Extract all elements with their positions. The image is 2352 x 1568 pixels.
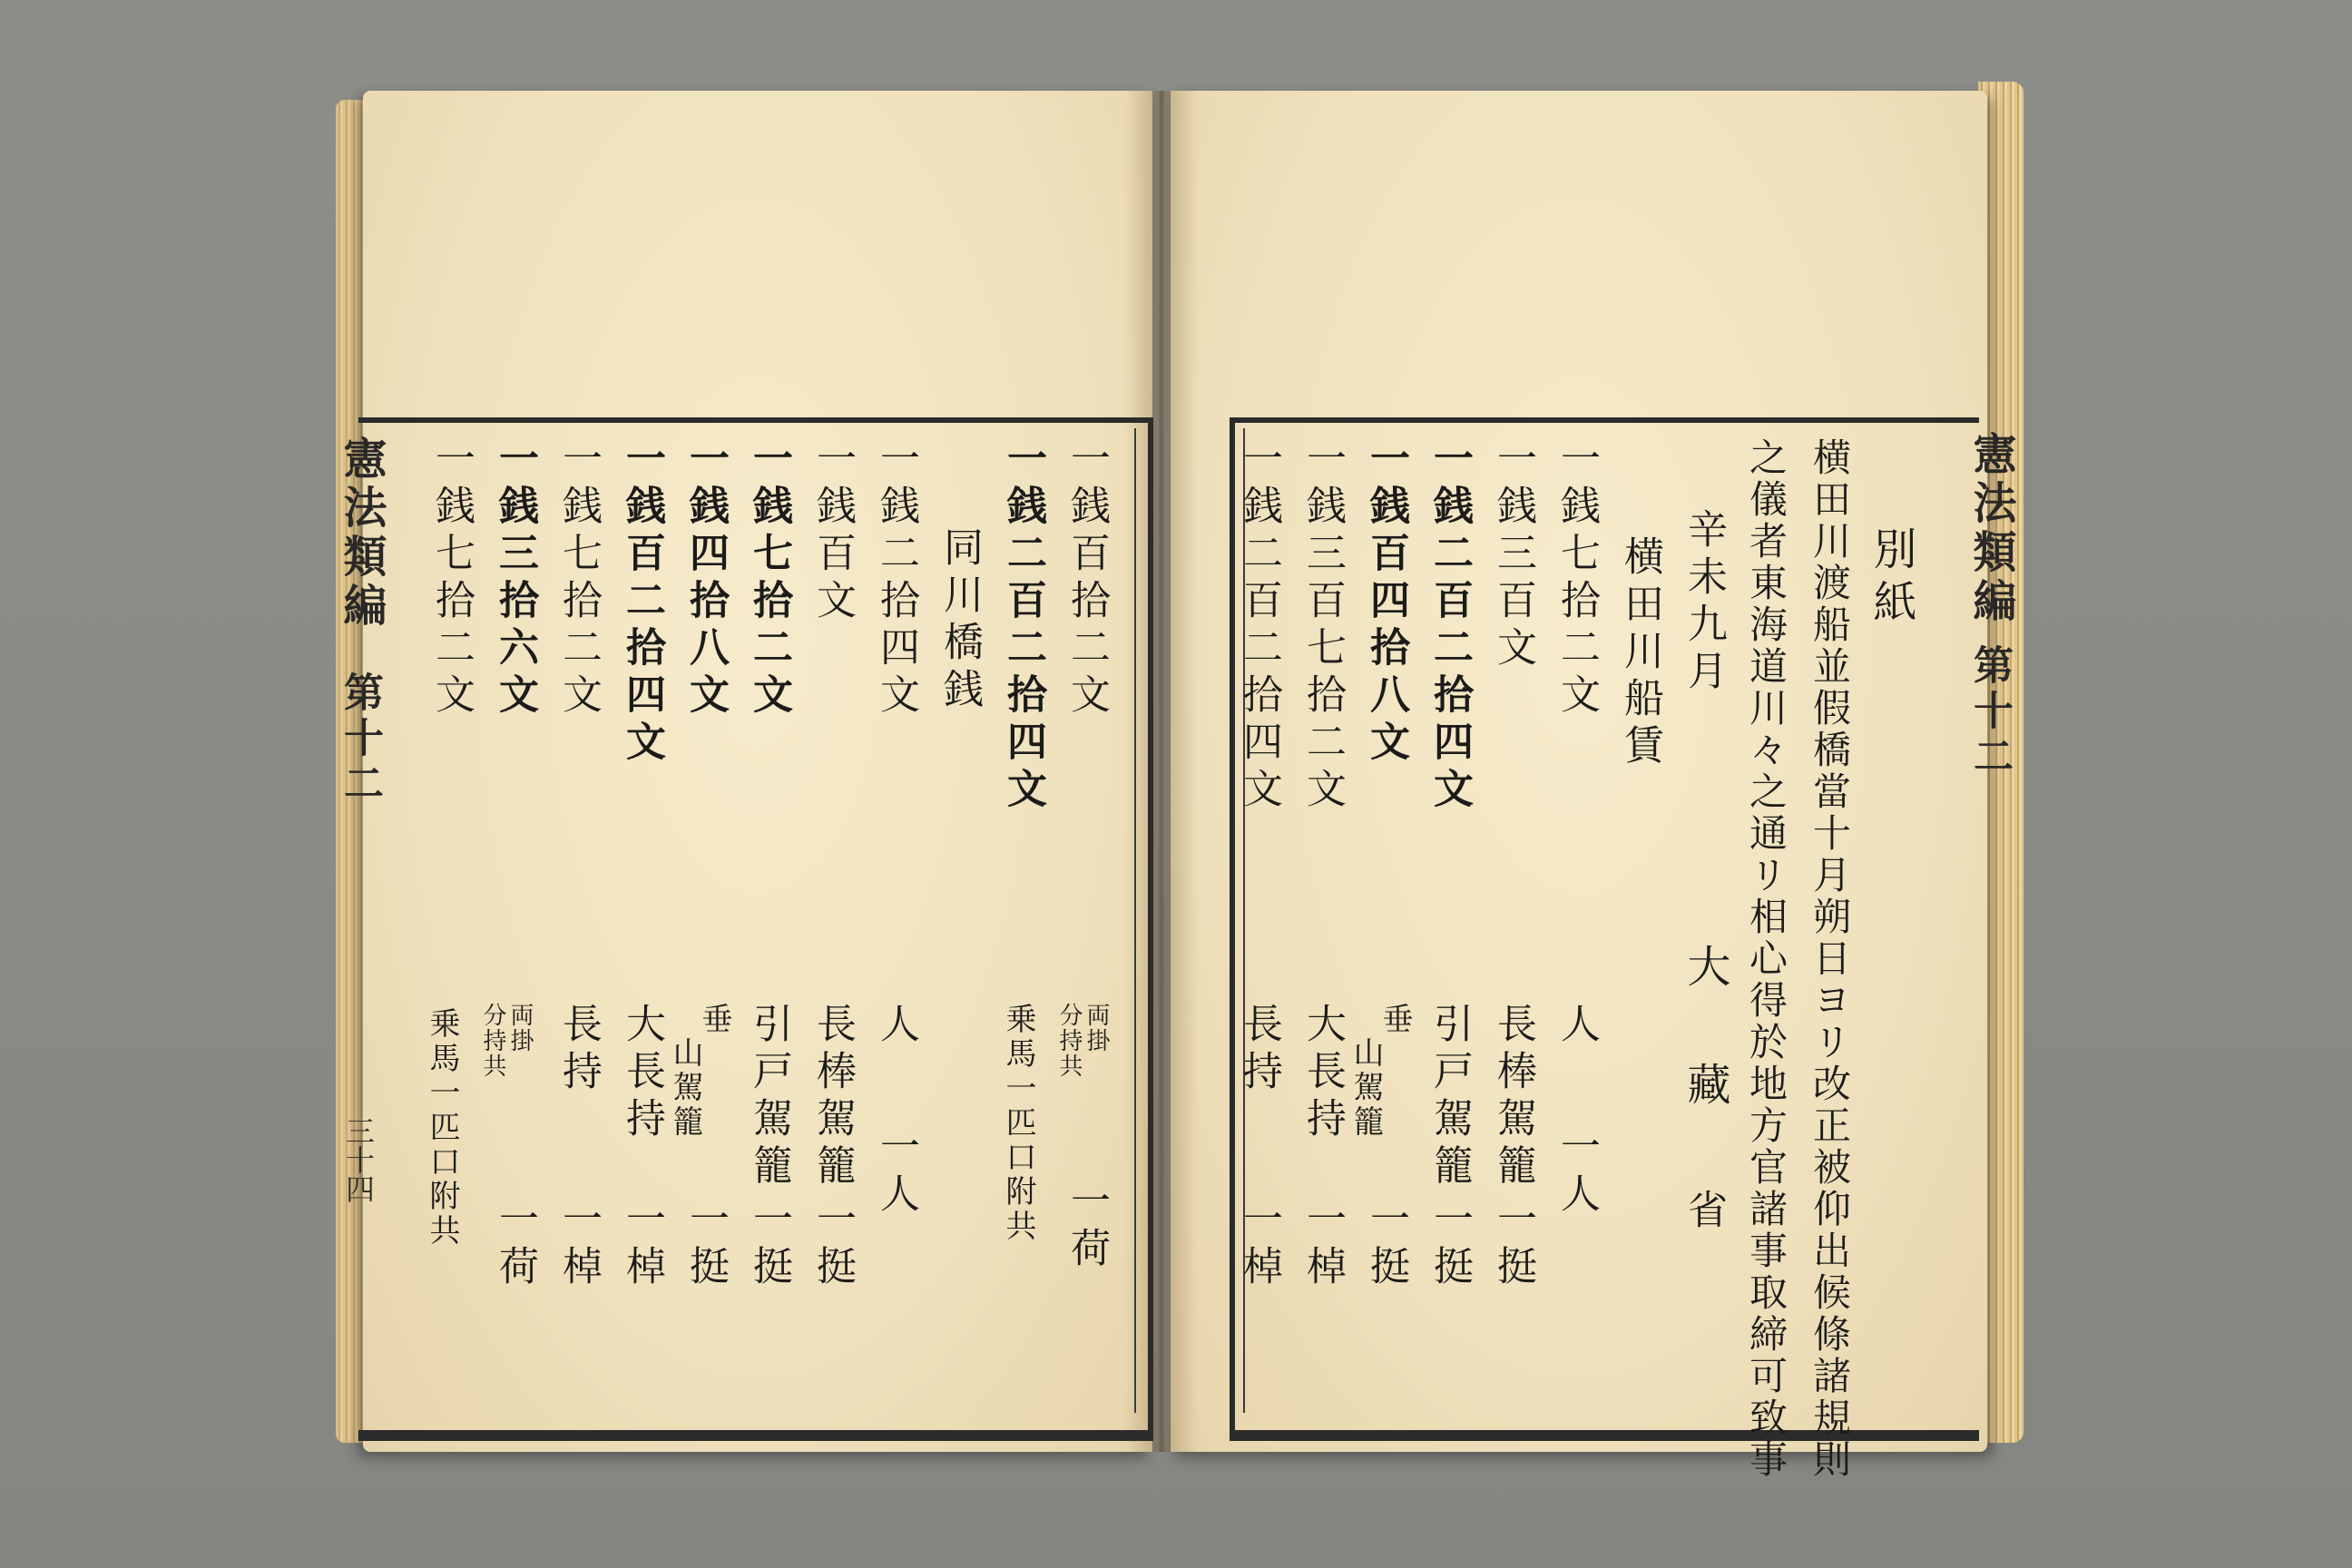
right-item-5: 大長持	[1299, 1003, 1346, 1144]
right-item-5-count: 一棹	[1299, 1198, 1346, 1292]
right-item-4-count: 一挺	[1363, 1198, 1409, 1292]
left-item-1-a: 両掛	[1083, 1003, 1110, 1054]
right-item-6: 長持	[1236, 1003, 1282, 1097]
right-item-1: 人	[1553, 1003, 1600, 1050]
right-fee-4: 一銭百四拾八文	[1363, 437, 1409, 768]
right-running-chapter: 第十二	[1966, 644, 2013, 780]
left-fee-5: 一銭百文	[809, 437, 856, 626]
left-item-3-count: 一人	[873, 1125, 919, 1220]
left-fee-6: 一銭七拾二文	[746, 437, 792, 720]
left-running-chapter: 第十二	[337, 671, 383, 808]
left-fee-3: 同川橋銭	[936, 526, 983, 715]
right-fee-5: 一銭三百七拾二文	[1299, 437, 1346, 815]
left-item-8-count: 一棹	[555, 1198, 602, 1292]
right-fee-2: 一銭三百文	[1490, 437, 1536, 673]
left-item-5: 引戸駕籠	[746, 1003, 792, 1191]
right-item-1-count: 一人	[1553, 1125, 1600, 1220]
left-item-4-count: 一挺	[809, 1198, 856, 1292]
right-notice-line-1: 横田川渡船並假橋當十月朔日ヨリ改正被仰出候條諸規則	[1808, 437, 1852, 1481]
right-running-title: 憲法類編	[1965, 431, 2016, 627]
left-folio: 三十四	[341, 1116, 376, 1203]
right-issuer-b: 藏	[1680, 1062, 1730, 1114]
left-fee-10: 一銭三拾六文	[492, 437, 538, 720]
right-issuer-a: 大	[1680, 944, 1730, 996]
left-fee-11: 一銭七拾二文	[428, 437, 475, 720]
left-item-3: 人	[873, 1003, 919, 1050]
right-item-2-count: 一挺	[1490, 1198, 1536, 1292]
left-item-6-count: 一挺	[682, 1198, 729, 1292]
right-subheading: 横田川船賃	[1617, 535, 1663, 771]
left-fee-2: 一銭二百二拾四文	[1000, 437, 1046, 815]
left-item-1-b: 分持共	[1055, 1003, 1083, 1079]
right-item-4-a: 垂	[1377, 1003, 1413, 1037]
right-item-6-count: 一棹	[1236, 1198, 1282, 1292]
left-item-6-b: 山駕籠	[667, 1036, 703, 1140]
left-item-9-a: 両掛	[506, 1003, 534, 1054]
left-item-2: 乗馬一匹口附共	[1000, 1003, 1036, 1244]
open-book	[327, 73, 2033, 1481]
right-heading: 別紙	[1866, 526, 1916, 632]
left-item-7: 大長持	[619, 1003, 665, 1144]
right-item-4-b: 山駕籠	[1348, 1036, 1384, 1140]
right-item-3: 引戸駕籠	[1426, 1003, 1473, 1191]
left-running-title: 憲法類編	[336, 436, 387, 632]
left-fee-9: 一銭七拾二文	[555, 437, 602, 720]
left-fee-4: 一銭二拾四文	[873, 437, 919, 720]
right-item-2: 長棒駕籠	[1490, 1003, 1536, 1191]
left-item-5-count: 一挺	[746, 1198, 792, 1292]
right-fee-1: 一銭七拾二文	[1553, 437, 1600, 720]
left-item-4: 長棒駕籠	[809, 1003, 856, 1191]
right-item-3-count: 一挺	[1426, 1198, 1473, 1292]
left-item-6-a: 垂	[696, 1003, 732, 1037]
left-item-9-count: 一荷	[492, 1198, 538, 1292]
right-notice-line-2: 之儀者東海道川々之通リ相心得於地方官諸事取締可致事	[1744, 437, 1788, 1481]
right-issuer-c: 省	[1681, 1189, 1727, 1236]
left-item-7-count: 一棹	[619, 1198, 665, 1292]
left-fee-1: 一銭百拾二文	[1063, 437, 1110, 720]
left-item-8: 長持	[555, 1003, 602, 1097]
right-fee-6: 一銭二百二拾四文	[1236, 437, 1282, 815]
left-item-1-count: 一荷	[1063, 1180, 1110, 1274]
left-item-9-b: 分持共	[479, 1003, 506, 1079]
right-date: 辛未九月	[1681, 508, 1727, 697]
right-fee-3: 一銭二百二拾四文	[1426, 437, 1473, 815]
left-item-10: 乗馬一匹口附共	[424, 1007, 460, 1249]
left-fee-8: 一銭百二拾四文	[619, 437, 665, 768]
left-fee-7: 一銭四拾八文	[682, 437, 729, 720]
